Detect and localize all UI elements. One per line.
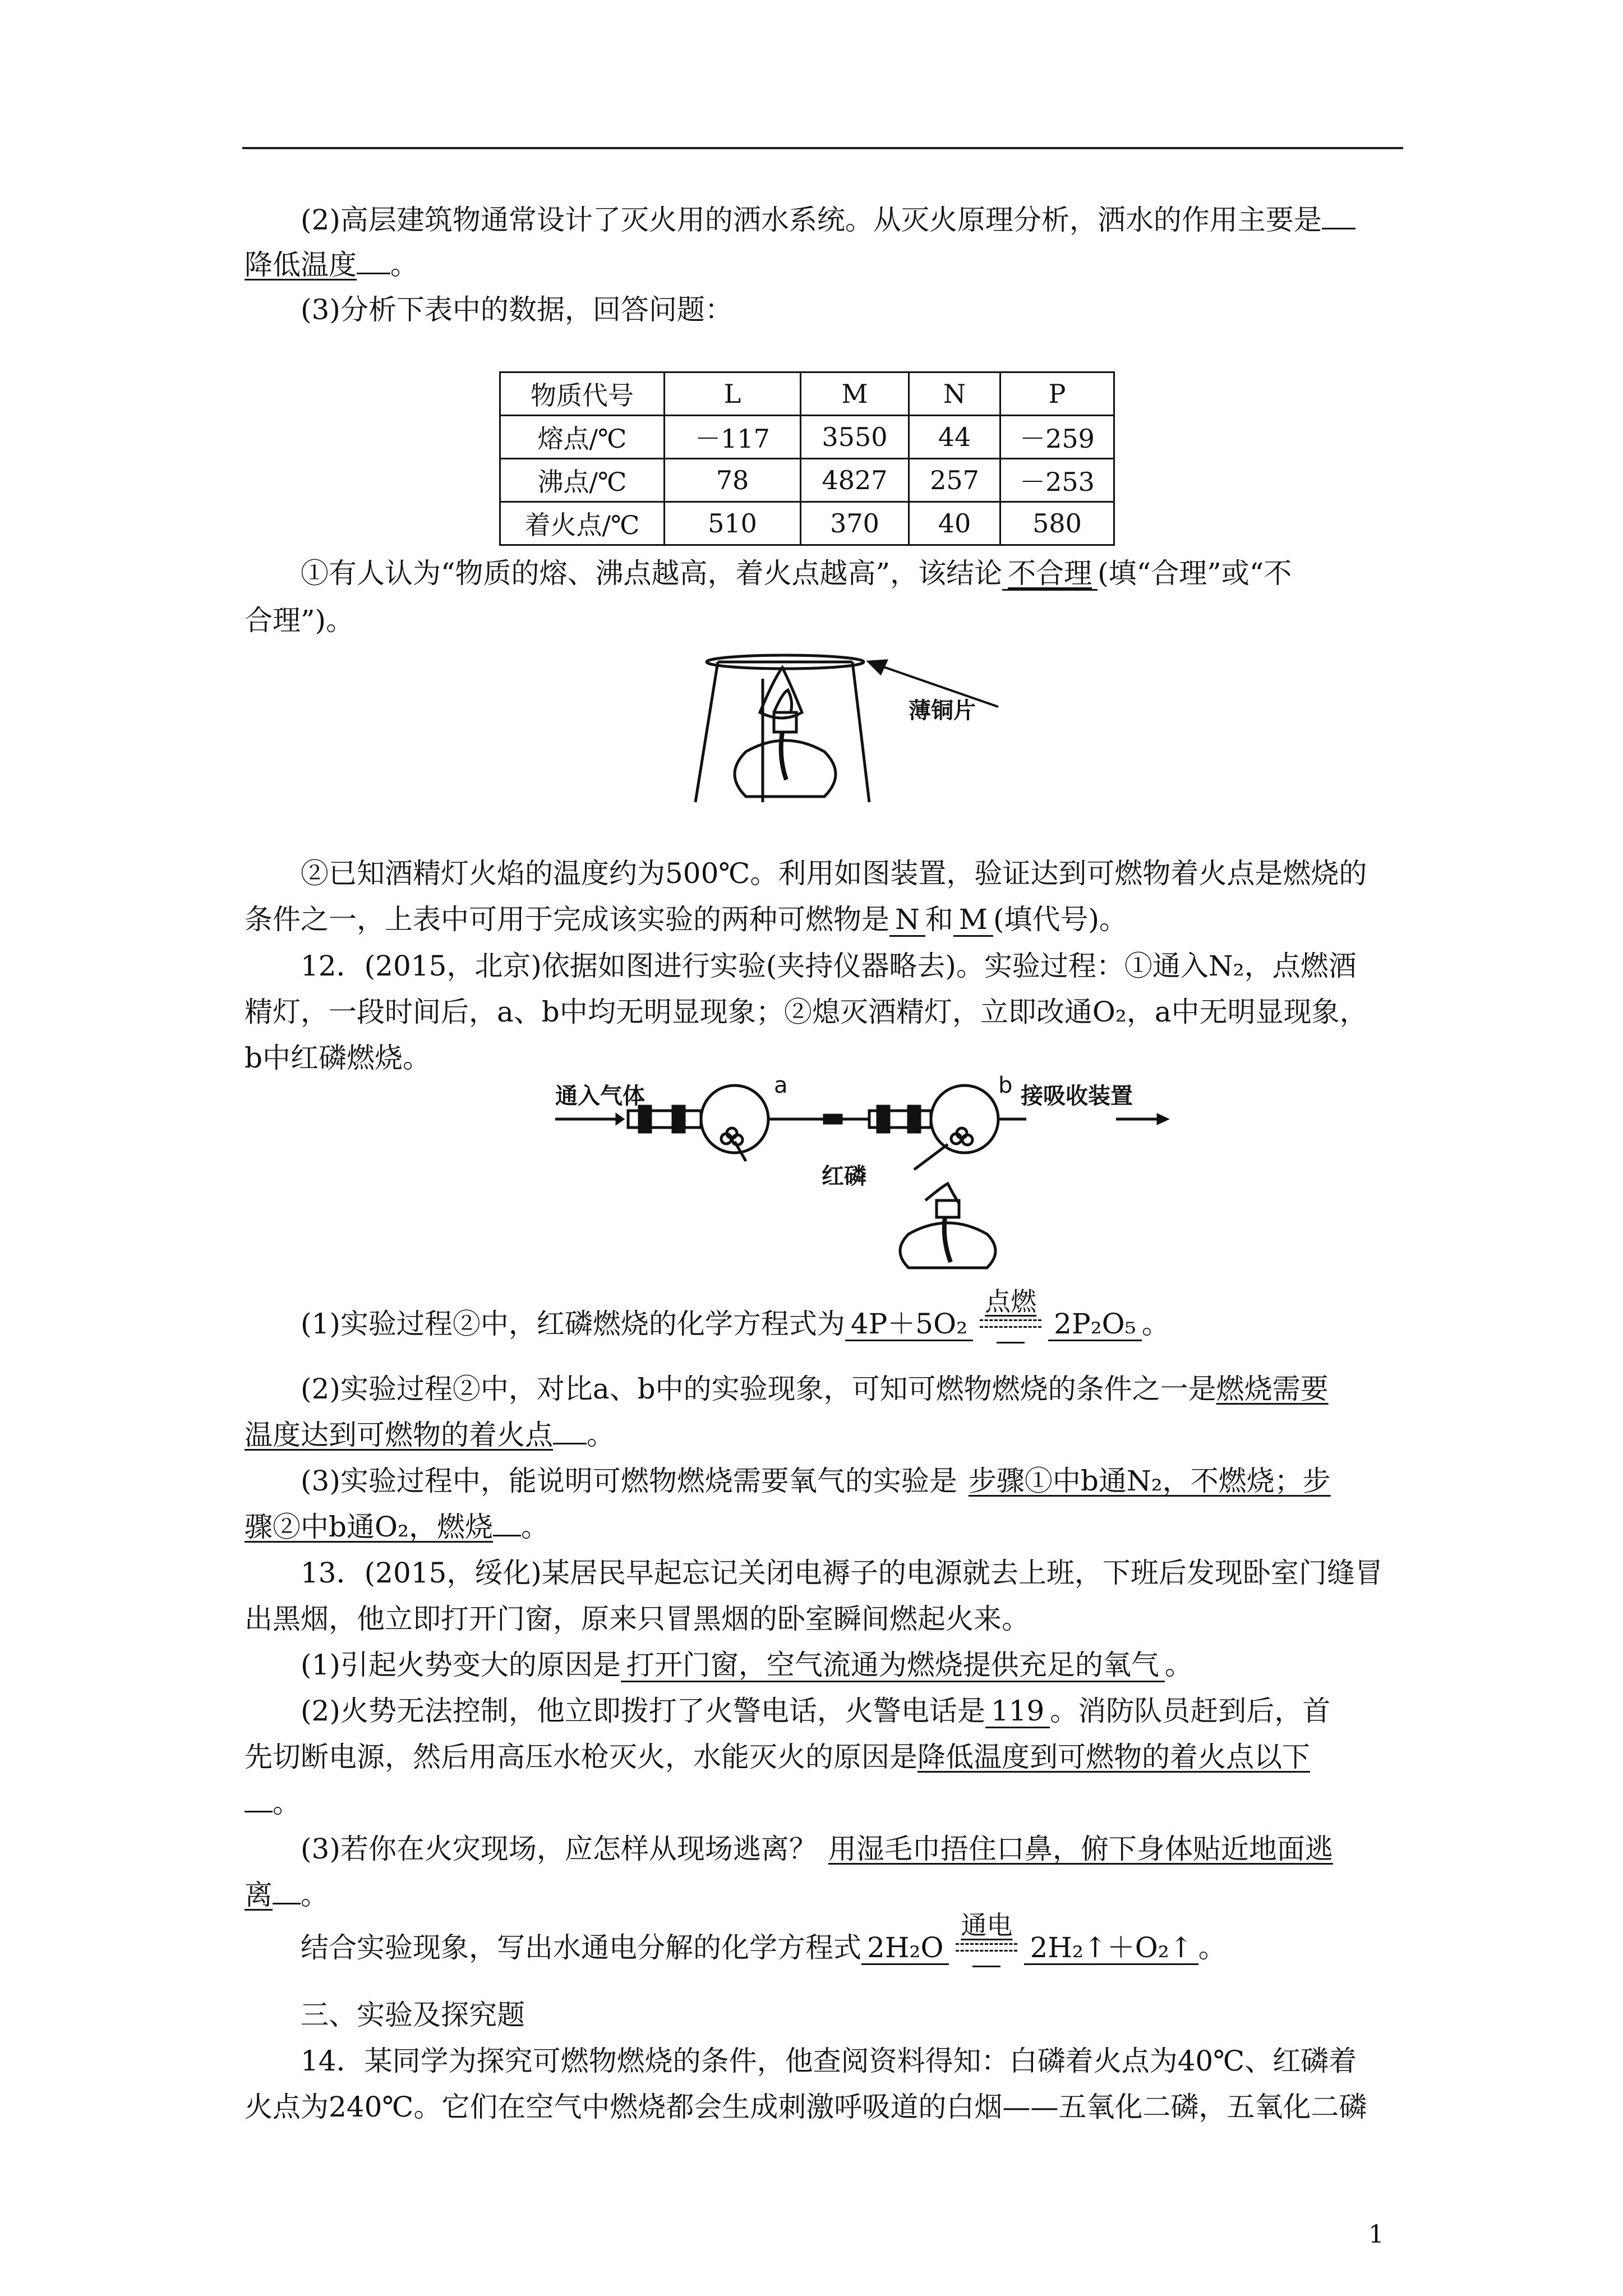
q12-2-line1: (2)实验过程②中，对比a、b中的实验现象，可知可燃物燃烧的条件之一是燃烧需要	[301, 1373, 1329, 1405]
q14-line2: 火点为240℃。它们在空气中燃烧都会生成刺激呼吸道的白烟——五氧化二磷，五氧化二磷	[245, 2091, 1367, 2123]
q13-2-line2: 先切断电源，然后用高压水枪灭火，水能灭火的原因是降低温度到可燃物的着火点以下	[245, 1741, 1310, 1773]
q3-2-line2: 条件之一，上表中可用于完成该实验的两种可燃物是 N 和 M (填代号)。	[245, 903, 1127, 936]
q12-3-line2: 骤②中b通O₂，燃烧 。	[245, 1511, 550, 1543]
q13-1: (1)引起火势变大的原因是 打开门窗，空气流通为燃烧提供充足的氧气 。	[301, 1649, 1193, 1681]
q13-2-line3: 。	[245, 1779, 1403, 1826]
q12-2-line2: 温度达到可燃物的着火点 。	[245, 1419, 615, 1451]
tripod-burner-figure	[684, 645, 1032, 825]
q12-1: (1)实验过程②中，红磷燃烧的化学方程式为 4P＋5O₂ 点燃 2P₂O₅ 。	[245, 1300, 1459, 1347]
equation-sign: 通电	[956, 1924, 1017, 1971]
q2-line1	[245, 196, 1459, 243]
water-equation: 结合实验现象，写出水通电分解的化学方程式 2H₂O 通电 2H₂↑＋O₂↑ 。	[245, 1924, 1459, 1971]
q12-2-answer-2: 温度达到可燃物的着火点	[245, 1419, 553, 1451]
q12-1-lhs: 4P＋5O₂	[845, 1308, 973, 1341]
water-lhs: 2H₂O	[861, 1932, 949, 1965]
equation-sign: 点燃	[980, 1300, 1041, 1347]
fig1-label: 薄铜片	[909, 698, 976, 724]
properties-table	[499, 371, 1115, 546]
q13-3-line1: (3)若你在火灾现场，应怎样从现场逃离？ 用湿毛巾捂住口鼻，俯下身体贴近地面逃	[301, 1833, 1333, 1865]
q14-line1: 14．某同学为探究可燃物燃烧的条件，他查阅资料得知：白磷着火点为40℃、红磷着	[301, 2045, 1357, 2077]
q12-3-answer-2: 骤②中b通O₂，燃烧	[245, 1511, 494, 1543]
section-3-title: 三、实验及探究题	[301, 1999, 525, 2031]
q13-2-answer-2: 降低温度到可燃物的着火点以下	[917, 1741, 1310, 1773]
q13-3-answer-1: 用湿毛巾捂住口鼻，俯下身体贴近地面逃	[828, 1833, 1333, 1865]
q13-line2: 出黑烟，他立即打开门窗，原来只冒黑烟的卧室瞬间燃起火来。	[245, 1603, 1030, 1635]
q3-2-answer-1: N	[889, 904, 925, 937]
table-row: 着火点/℃ 510 370 40 580	[500, 502, 1114, 545]
q3-intro: (3)分析下表中的数据，回答问题：	[301, 293, 733, 326]
table-row: 熔点/℃ －117 3550 44 －259	[500, 416, 1114, 459]
fig2-outlet-label: 接吸收装置	[1021, 1083, 1133, 1109]
table-header-row: 物质代号 L M N P	[500, 372, 1114, 416]
fig2-label-b: b	[998, 1073, 1013, 1098]
q12-line3: b中红磷燃烧。	[245, 1042, 431, 1074]
water-rhs: 2H₂↑＋O₂↑	[1024, 1932, 1198, 1965]
q13-1-answer: 打开门窗，空气流通为燃烧提供充足的氧气	[621, 1649, 1165, 1682]
fig2-inlet-label: 通入气体	[555, 1083, 645, 1109]
page-number: 1	[1368, 2220, 1384, 2249]
q3-1-line2: 合理”)。	[245, 604, 354, 637]
q3-1-answer: 不合理	[1002, 558, 1098, 591]
header-rule	[242, 147, 1403, 149]
q2-line2: 降低温度 。	[245, 249, 418, 281]
q12-3-answer-1: 步骤①中b通N₂，不燃烧；步	[968, 1465, 1331, 1497]
q2-answer: 降低温度	[245, 249, 357, 281]
q3-1-line1: ①有人认为“物质的熔、沸点越高，着火点越高”，该结论 不合理 (填“合理”或“不	[301, 557, 1292, 590]
q13-2-answer: 119	[985, 1695, 1050, 1728]
q13-3-line2: 离 。	[245, 1879, 329, 1911]
q12-3-line1: (3)实验过程中，能说明可燃物燃烧需要氧气的实验是 步骤①中b通N₂，不燃烧；步	[301, 1465, 1331, 1497]
q3-2-answer-2: M	[953, 904, 993, 937]
q13-3-answer-2: 离	[245, 1879, 273, 1911]
fig2-label-a: a	[774, 1073, 788, 1098]
q12-line1: 12．(2015，北京)依据如图进行实验(夹持仪器略去)。实验过程：①通入N₂，点燃酒	[301, 950, 1357, 982]
q12-2-answer-1: 燃烧需要	[1216, 1373, 1329, 1405]
table-row: 沸点/℃ 78 4827 257 －253	[500, 459, 1114, 502]
q13-line1: 13．(2015，绥化)某居民早起忘记关闭电褥子的电源就去上班，下班后发现卧室门缝冒	[301, 1557, 1383, 1589]
q12-1-rhs: 2P₂O₅	[1048, 1308, 1142, 1341]
q13-2-line1: (2)火势无法控制，他立即拨打了火警电话，火警电话是 119 。消防队员赶到后，首	[301, 1695, 1331, 1727]
q3-2-line1: ②已知酒精灯火焰的温度约为500℃。利用如图装置，验证达到可燃物着火点是燃烧的	[301, 857, 1367, 890]
fig2-red-phosphorus-label: 红磷	[822, 1163, 866, 1189]
q12-line2: 精灯，一段时间后，a、b中均无明显现象；②熄灭酒精灯，立即改通O₂，a中无明显现象，	[245, 996, 1368, 1028]
q2-text: (2)高层建筑物通常设计了灭火用的洒水系统。从灭火原理分析，洒水的作用主要是	[301, 204, 1322, 236]
